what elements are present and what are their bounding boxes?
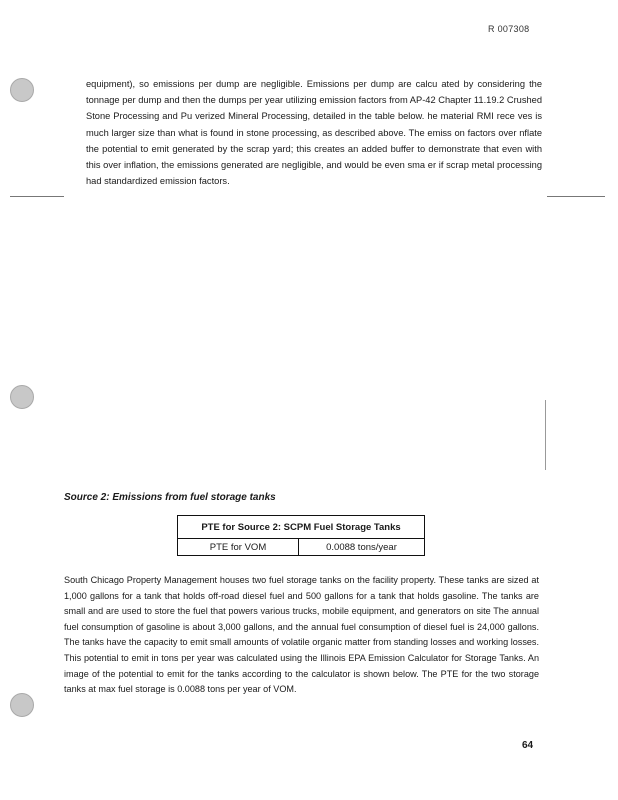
pte-table-title: PTE for Source 2: SCPM Fuel Storage Tanks [178, 516, 425, 539]
pte-table-row [178, 539, 425, 556]
pte-row-value: 0.0088 tons/year [299, 539, 425, 556]
binder-hole-middle [10, 385, 34, 409]
margin-rule-right [547, 196, 605, 197]
page-number: 64 [522, 740, 534, 751]
bates-number: R 007308 [488, 24, 530, 34]
binder-hole-top [10, 78, 34, 102]
margin-rule-left [10, 196, 64, 197]
body-paragraph: South Chicago Property Management houses two fuel storage tanks on the facility property. These tanks are sized at 1,000 gallons for a tank that holds off-road diesel fuel and 500 gallons for a tank that holds gasoline. The tanks are small and are used to store the fuel that powers various trucks, mobile equipment, and generators on site The annual fuel consumption of gasoline is about 3,000 gallons, and the annual fuel consumption of diesel fuel is 24,000 gallons. The tanks have the capacity to emit small amounts of volatile organic matter from standing losses and working losses. This potential to emit in tons per year was calculated using the Illinois EPA Emission Calculator for Storage Tanks. An image of the potential to emit for the tanks according to the calculator is shown below. The PTE for the two storage tanks at max fuel storage is 0.0088 tons per year of VOM. [64, 575, 539, 695]
pte-table [177, 515, 425, 556]
continuation-paragraph: equipment), so emissions per dump are negligible. Emissions per dump are calcu ated by considering the tonnage per dump and then the dumps per year utilizing emission factors from AP-42 Chapter 11.19.2 Crushed Stone Processing and Pu verized Mineral Processing, detailed in the table below. he material RMI rece ves is much larger size than what is found in stone processing, as described above. The emiss on factors over nflate the potential to emit generated by the scrap yard; this creates an added buffer to demonstrate that even with this over inflation, the emissions generated are negligible, and would be even sma er if scrap metal processing had standardized emission factors. [86, 79, 542, 187]
pte-table-header-row [178, 516, 425, 539]
margin-rule-vertical [545, 400, 546, 470]
binder-hole-bottom [10, 693, 34, 717]
pte-row-label: PTE for VOM [178, 539, 299, 556]
section-heading: Source 2: Emissions from fuel storage tanks [64, 492, 276, 503]
